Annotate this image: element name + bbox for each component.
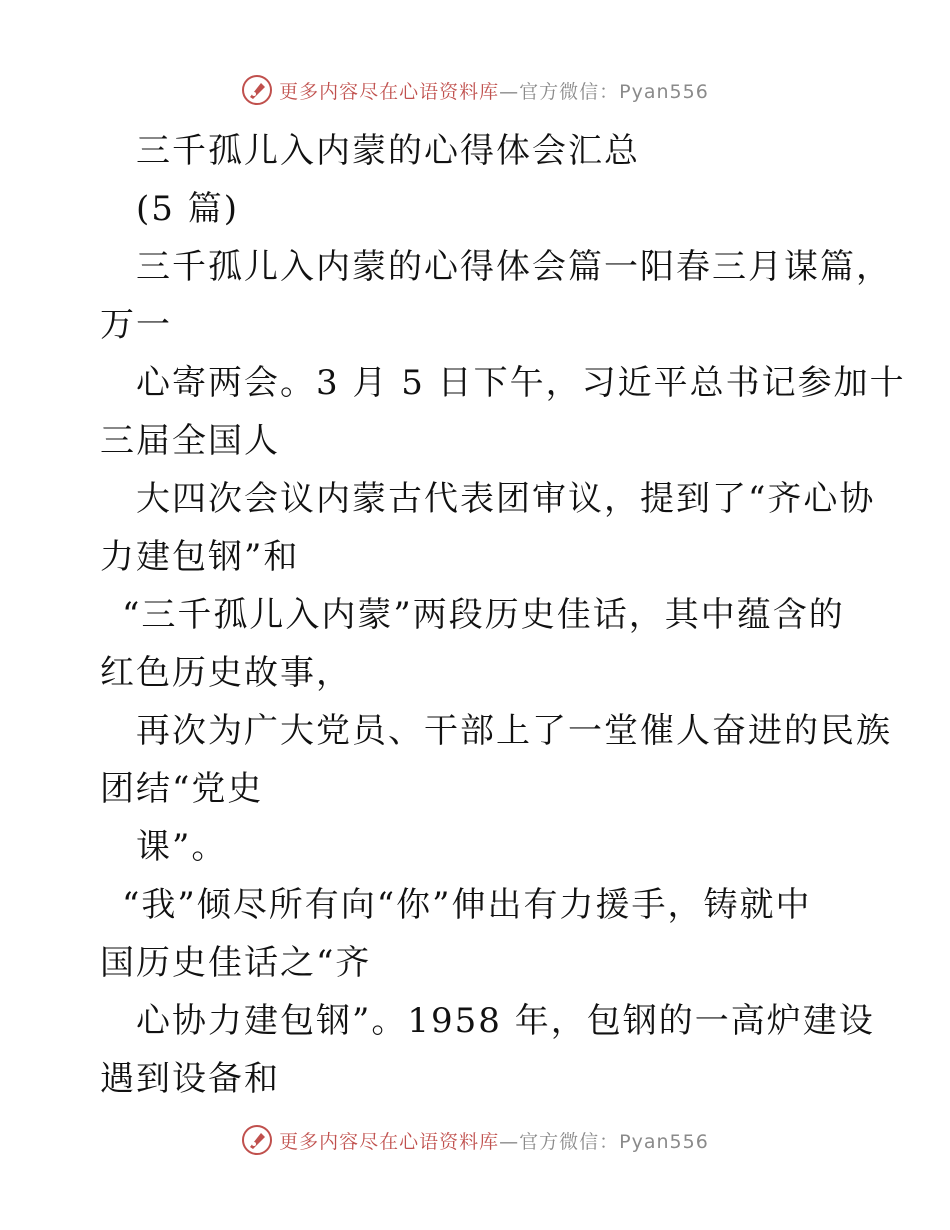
paragraph-line: 红色历史故事， xyxy=(100,653,352,693)
document-title: 三千孤儿入内蒙的心得体会汇总 xyxy=(136,131,640,171)
watermark-text xyxy=(279,1127,709,1154)
watermark-main-text: 更多内容尽在心语资料库 xyxy=(279,80,500,103)
paragraph-line: “三千孤儿入内蒙”两段历史佳话，其中蕴含的 xyxy=(122,595,845,635)
watermark-suffix-text: 官方微信：Pyan556 xyxy=(519,1130,709,1153)
watermark-suffix-text: 官方微信：Pyan556 xyxy=(519,80,709,103)
paragraph-line: 课”。 xyxy=(136,827,228,867)
watermark-text xyxy=(279,77,709,104)
paragraph-line: 遇到设备和 xyxy=(100,1059,280,1099)
header-watermark-banner xyxy=(0,70,950,110)
document-subtitle: (5 篇) xyxy=(136,189,239,229)
watermark-dash: — xyxy=(499,1130,520,1153)
pen-nib-icon xyxy=(241,74,273,106)
document-body xyxy=(100,122,906,1108)
paragraph-line: 国历史佳话之“齐 xyxy=(100,943,372,983)
watermark-dash: — xyxy=(499,80,520,103)
paragraph-line: 三千孤儿入内蒙的心得体会篇一阳春三月谋篇， xyxy=(136,247,892,287)
paragraph-line: “我”倾尽所有向“你”伸出有力援手，铸就中 xyxy=(122,885,812,925)
paragraph-line: 心寄两会。3 月 5 日下午，习近平总书记参加十 xyxy=(136,363,906,403)
watermark-main-text: 更多内容尽在心语资料库 xyxy=(279,1130,500,1153)
pen-nib-icon xyxy=(241,1124,273,1156)
paragraph-line: 力建包钢”和 xyxy=(100,537,300,577)
paragraph-line: 再次为广大党员、干部上了一堂催人奋进的民族 xyxy=(136,711,892,751)
paragraph-line: 团结“党史 xyxy=(100,769,264,809)
paragraph-line: 心协力建包钢”。1958 年，包钢的一高炉建设 xyxy=(136,1001,875,1041)
paragraph-line: 万一 xyxy=(100,305,172,345)
footer-watermark-banner xyxy=(0,1120,950,1160)
paragraph-line: 三届全国人 xyxy=(100,421,280,461)
paragraph-line: 大四次会议内蒙古代表团审议，提到了“齐心协 xyxy=(136,479,876,519)
